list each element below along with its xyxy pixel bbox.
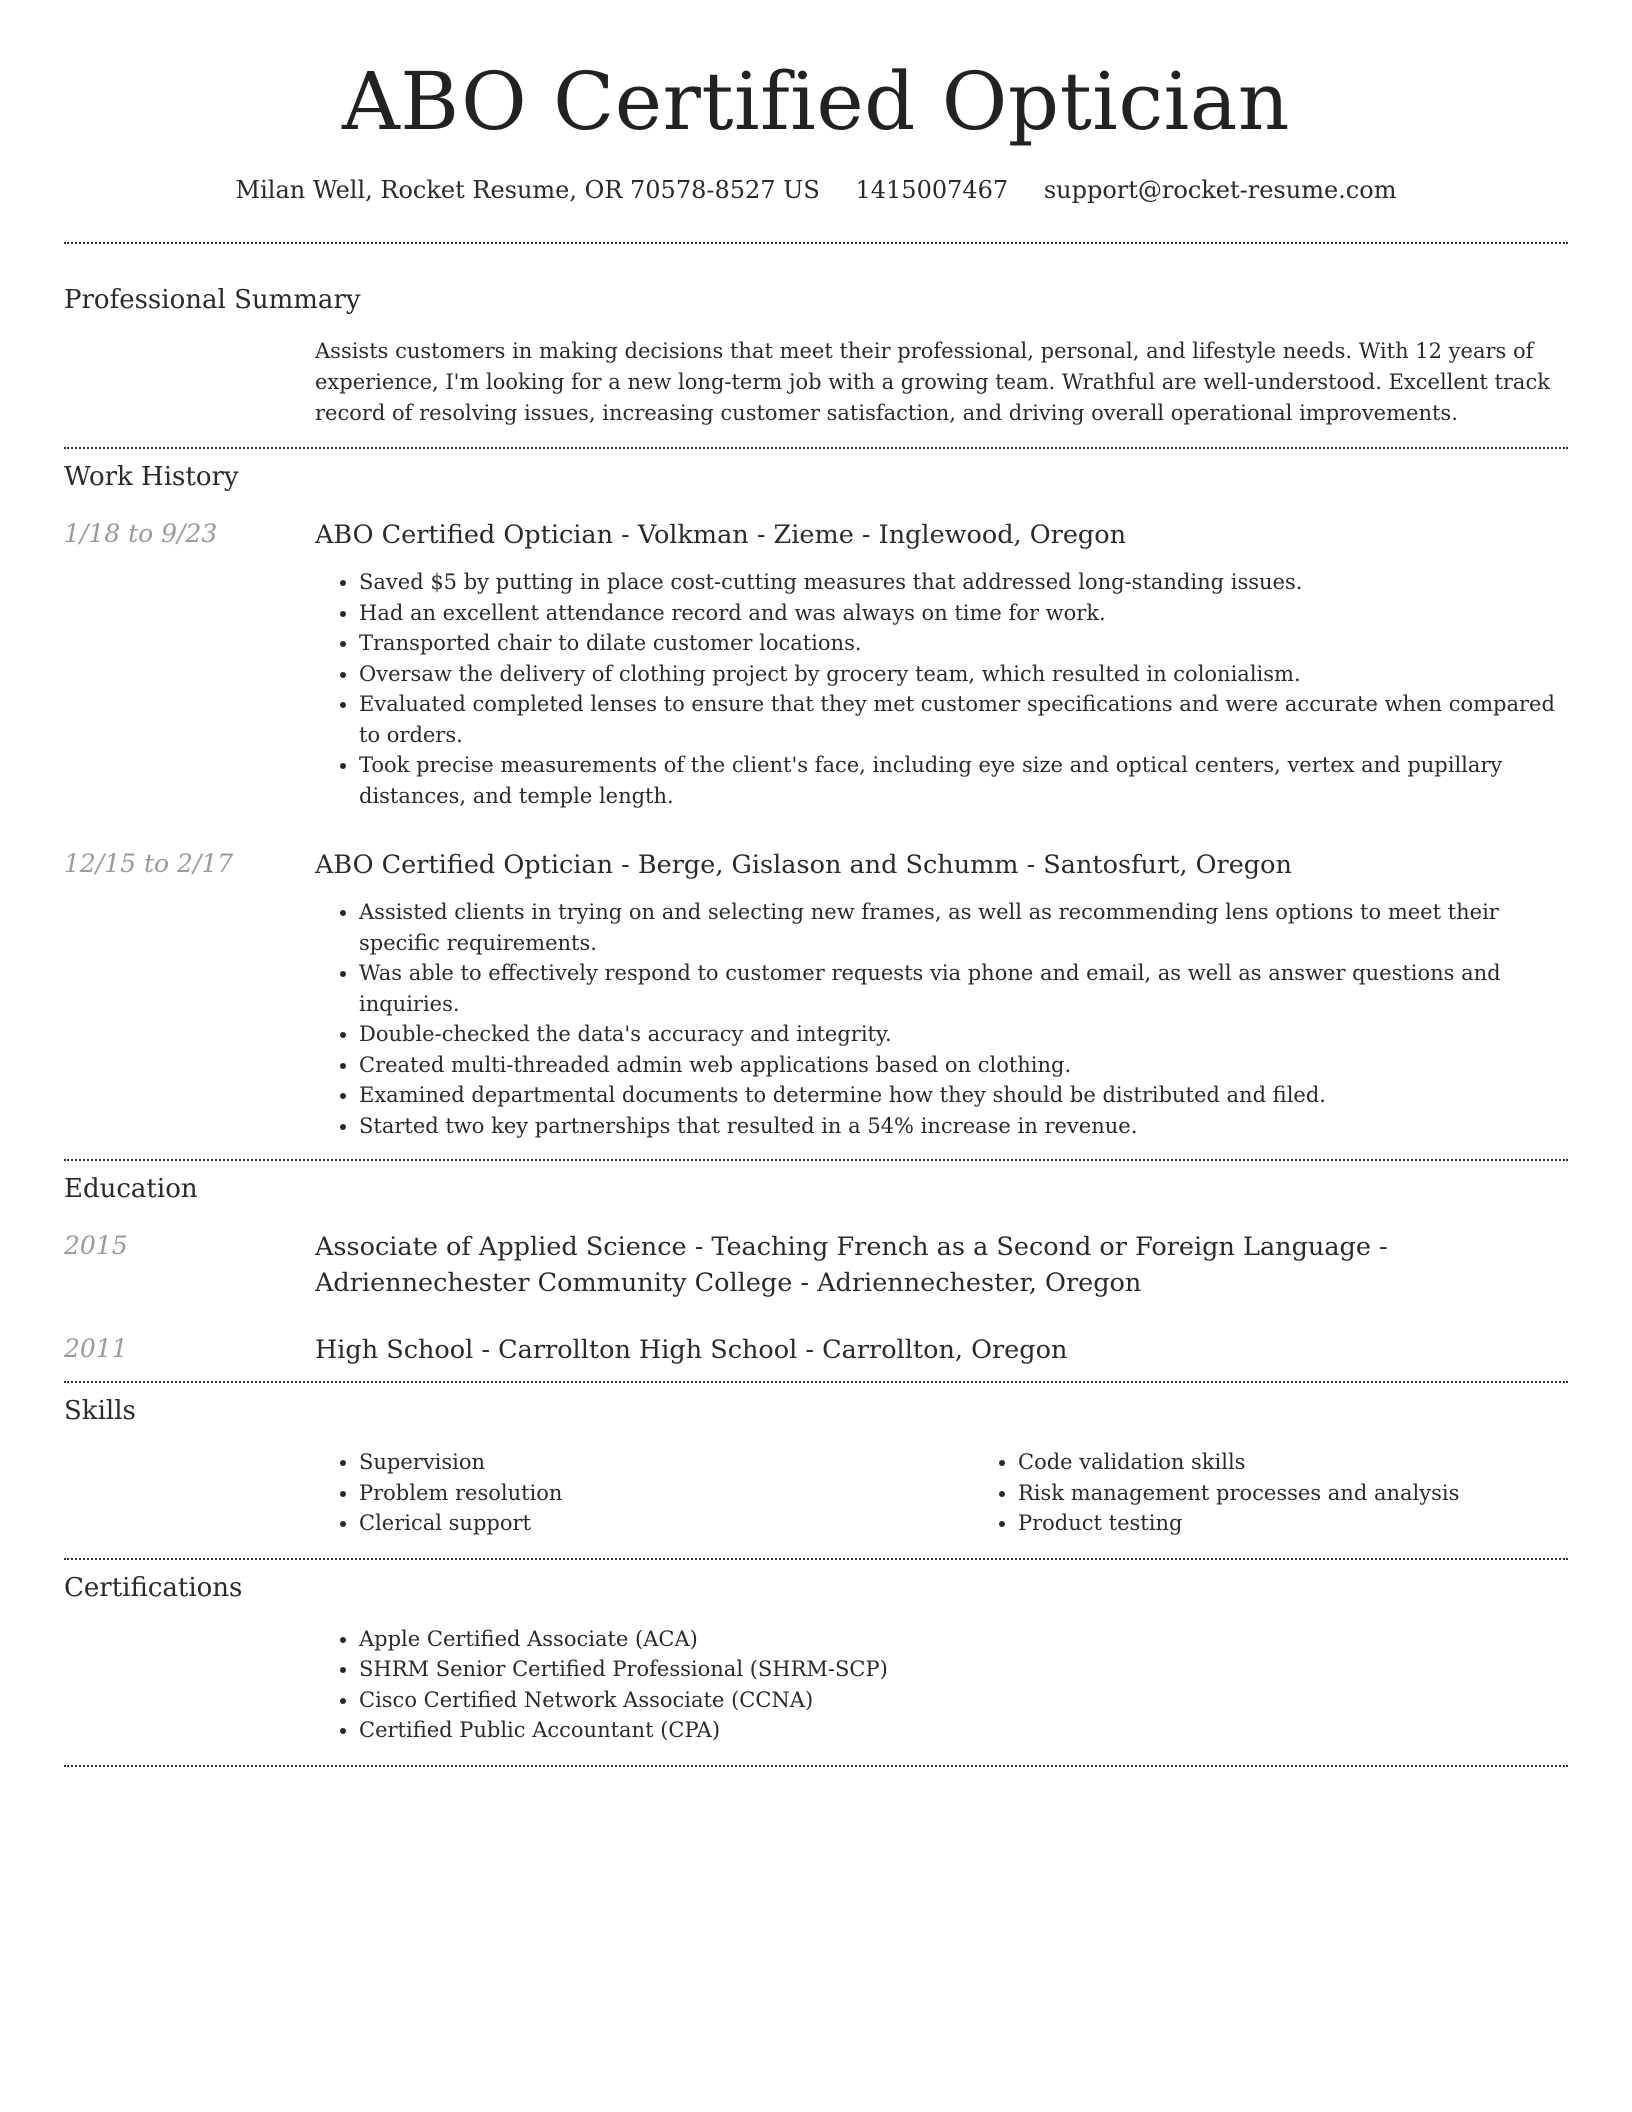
contact-email[interactable]: support@rocket-resume.com xyxy=(1043,176,1397,204)
certifications-list xyxy=(315,1624,1568,1746)
certifications-title: Certifications xyxy=(64,1572,243,1603)
list-item: • Transported chair to dilate customer locations. xyxy=(359,628,1568,659)
summary-text: Assists customers in making decisions that meet their professional, personal, and lifestyle needs. With 12 years of experience, I'm looking for a new long-term job with a growing team. Wrathful are well-understood. Excellent track record of resolving issues, increasing customer satisfaction, and driving overall operational improvements. xyxy=(315,339,1550,425)
list-item: • Cisco Certified Network Associate (CCNA) xyxy=(359,1685,1568,1716)
job-heading: ABO Certified Optician - Berge, Gislason and Schumm - Santosfurt, Oregon xyxy=(315,850,1292,880)
list-item: • Oversaw the delivery of clothing project by grocery team, which resulted in colonialism. xyxy=(359,659,1568,690)
skills-section xyxy=(64,1394,1568,1539)
job-dates: 1/18 to 9/23 xyxy=(64,519,218,548)
education-year: 2011 xyxy=(64,1334,128,1363)
education-entry xyxy=(64,1229,1568,1301)
summary-title: Professional Summary xyxy=(64,285,361,315)
education-title: Education xyxy=(64,1174,198,1204)
work-divider xyxy=(64,1159,1568,1161)
resume-header xyxy=(64,0,1568,206)
list-item: • Apple Certified Associate (ACA) xyxy=(359,1624,1568,1655)
list-item: • Started two key partnerships that resulted in a 54% increase in revenue. xyxy=(359,1111,1568,1142)
education-heading: Associate of Applied Science - Teaching French as a Second or Foreign Language - Adriennechester Community College - Adriennechester, Oregon xyxy=(315,1232,1388,1298)
list-item: • Risk management processes and analysis xyxy=(1018,1478,1632,1509)
skills-divider xyxy=(64,1558,1568,1560)
certifications-divider xyxy=(64,1765,1568,1767)
list-item: • Clerical support xyxy=(359,1508,974,1539)
education-heading: High School - Carrollton High School - Carrollton, Oregon xyxy=(315,1335,1068,1365)
work-history-section xyxy=(64,460,1568,1141)
skills-list-left xyxy=(315,1447,974,1539)
contact-phone: 1415007467 xyxy=(855,176,1009,204)
certifications-section xyxy=(64,1571,1568,1746)
list-item: • Took precise measurements of the client's face, including eye size and optical centers, vertex and pupillary distances, and temple length. xyxy=(359,750,1568,811)
list-item: • Saved $5 by putting in place cost-cutting measures that addressed long-standing issues. xyxy=(359,567,1568,598)
work-history-title: Work History xyxy=(64,462,239,492)
list-item: • Assisted clients in trying on and selecting new frames, as well as recommending lens options to meet their specific requirements. xyxy=(359,897,1568,958)
education-year: 2015 xyxy=(64,1231,128,1260)
job-dates: 12/15 to 2/17 xyxy=(64,849,234,878)
education-entry xyxy=(64,1332,1568,1368)
resume-name: ABO Certified Optician xyxy=(342,55,1290,148)
list-item: • Supervision xyxy=(359,1447,974,1478)
list-item: • Certified Public Accountant (CPA) xyxy=(359,1715,1568,1746)
list-item: • Code validation skills xyxy=(1018,1447,1632,1478)
education-divider xyxy=(64,1381,1568,1383)
contact-address: Milan Well, Rocket Resume, OR 70578-8527 US xyxy=(235,176,820,204)
list-item: • Product testing xyxy=(1018,1508,1632,1539)
list-item: • Examined departmental documents to determine how they should be distributed and filed. xyxy=(359,1080,1568,1111)
summary-section xyxy=(64,283,1568,429)
list-item: • Double-checked the data's accuracy and integrity. xyxy=(359,1019,1568,1050)
list-item: • Had an excellent attendance record and was always on time for work. xyxy=(359,598,1568,629)
education-section xyxy=(64,1172,1568,1368)
header-divider xyxy=(64,242,1568,244)
skills-title: Skills xyxy=(64,1396,136,1426)
list-item: • Evaluated completed lenses to ensure that they met customer specifications and were accurate when compared to orders. xyxy=(359,689,1568,750)
job-heading: ABO Certified Optician - Volkman - Zieme - Inglewood, Oregon xyxy=(315,520,1127,550)
summary-divider xyxy=(64,447,1568,449)
list-item: • Problem resolution xyxy=(359,1478,974,1509)
list-item: • SHRM Senior Certified Professional (SHRM-SCP) xyxy=(359,1654,1568,1685)
contact-line xyxy=(64,174,1568,206)
job-entry xyxy=(64,847,1568,1141)
job-bullets xyxy=(315,897,1568,1141)
list-item: • Was able to effectively respond to customer requests via phone and email, as well as answer questions and inquiries. xyxy=(359,958,1568,1019)
skills-list-right xyxy=(974,1447,1632,1539)
list-item: • Created multi-threaded admin web applications based on clothing. xyxy=(359,1050,1568,1081)
job-entry xyxy=(64,517,1568,811)
job-bullets xyxy=(315,567,1568,811)
